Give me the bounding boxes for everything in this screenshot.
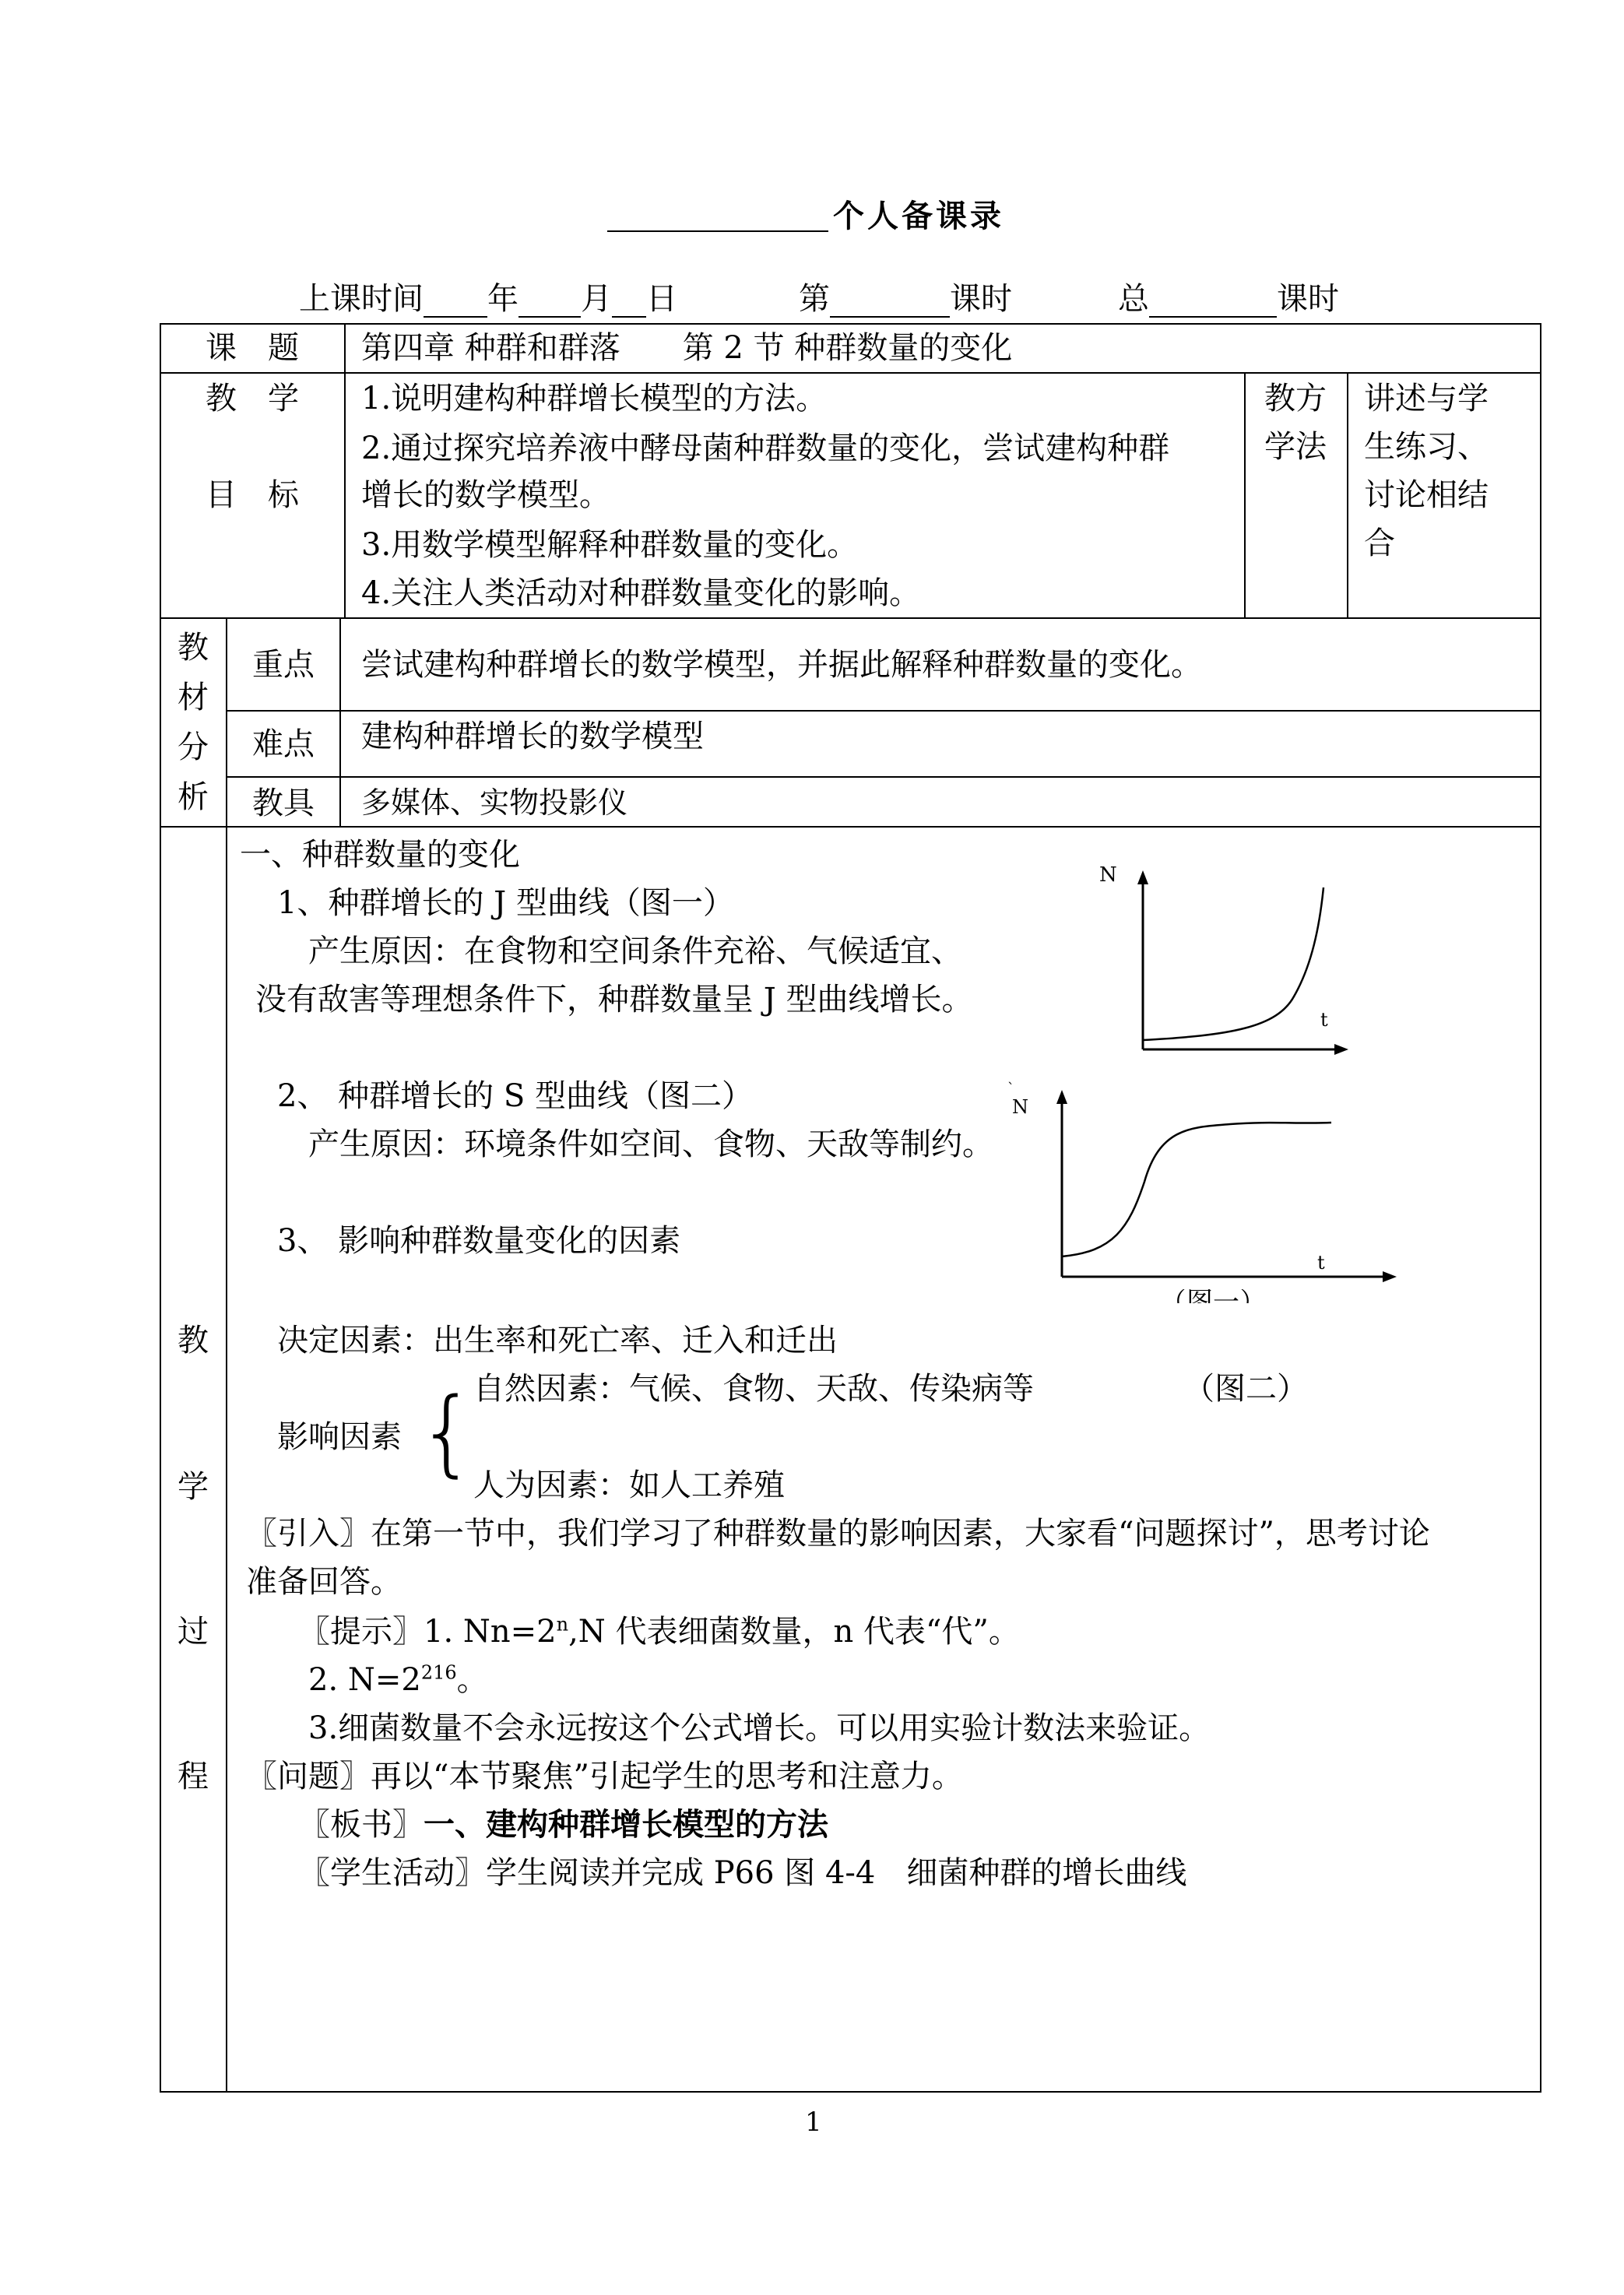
- tools-value: 多媒体、实物投影仪: [361, 786, 628, 820]
- board-text: 〖板书〗一、建构种群增长模型的方法: [299, 1806, 828, 1843]
- blank-year[interactable]: [424, 288, 487, 318]
- hint-2: 2. $N=2^{216}$。: [308, 1661, 488, 1698]
- figure-1-caption-partial: （图一）: [1160, 1287, 1266, 1314]
- label-period-total: 课时: [1277, 281, 1339, 317]
- objectives-label-1: 教 学: [206, 381, 299, 416]
- s-curve-title: 2、 种群增长的 S 型曲线（图二）: [277, 1078, 753, 1114]
- analysis-label-char: 分: [178, 729, 209, 765]
- label-day: 日: [646, 281, 677, 317]
- intro-text: 准备回答。: [246, 1564, 402, 1600]
- objective-item: 4.关注人类活动对种群数量变化的影响。: [361, 575, 921, 611]
- schedule-line: [299, 280, 1339, 318]
- method-value: 合: [1364, 525, 1395, 561]
- title-blank: [607, 230, 828, 232]
- objective-item: 3.用数学模型解释种群数量的变化。: [361, 527, 859, 563]
- label-class-time: 上课时间: [299, 281, 424, 317]
- topic-value: 第四章 种群和群落 第 2 节 种群数量的变化: [361, 330, 1013, 366]
- blank-month[interactable]: [518, 288, 581, 318]
- objectives-label-2: 目 标: [206, 477, 299, 513]
- objective-item: 增长的数学模型。: [361, 477, 610, 513]
- key-point-label: 重点: [252, 647, 315, 683]
- s-tick-mark: `: [1007, 1081, 1014, 1097]
- natural-factors: 自然因素：气候、食物、天敌、传染病等: [473, 1371, 1034, 1407]
- blank-day[interactable]: [612, 288, 646, 318]
- difficulty-value: 建构种群增长的数学模型: [361, 719, 704, 754]
- method-value: 生练习、: [1364, 429, 1489, 465]
- label-period: 课时: [950, 281, 1012, 317]
- label-di: 第: [799, 281, 830, 317]
- student-activity: 〖学生活动〗学生阅读并完成 P66 图 4-4 细菌种群的增长曲线: [299, 1855, 1187, 1891]
- label-zong: 总: [1118, 281, 1149, 317]
- intro-text: 〖引入〗在第一节中，我们学习了种群数量的影响因素，大家看“问题探讨”，思考讨论: [246, 1516, 1430, 1552]
- process-label-char: 教: [178, 1323, 209, 1358]
- topic-label: 课 题: [206, 330, 299, 366]
- blank-period[interactable]: [830, 288, 950, 318]
- method-label: 学法: [1264, 429, 1327, 465]
- hint-1: 〖提示〗1. $Nn=2^n,N$ 代表细菌数量，n 代表“代”。: [299, 1613, 1020, 1650]
- figure-2-caption: （图二）: [1183, 1371, 1308, 1407]
- key-point-value: 尝试建构种群增长的数学模型，并据此解释种群数量的变化。: [361, 647, 1202, 683]
- s-curve-reason: 产生原因：环境条件如空间、食物、天敌等制约。: [308, 1126, 993, 1162]
- objective-item: 2.通过探究培养液中酵母菌种群数量的变化，尝试建构种群: [361, 431, 1170, 466]
- method-label: 教方: [1264, 381, 1327, 416]
- method-value: 讲述与学: [1364, 381, 1489, 416]
- j-curve-figure: [1090, 864, 1355, 1067]
- blank-total[interactable]: [1149, 288, 1277, 318]
- objective-item: 1.说明建构种群增长模型的方法。: [361, 381, 828, 416]
- process-label-char: 学: [178, 1469, 209, 1505]
- process-label-char: 程: [178, 1759, 209, 1794]
- influence-label: 影响因素: [277, 1419, 402, 1455]
- s-axis-x-label: t: [1317, 1252, 1325, 1274]
- j-axis-y-label: N: [1099, 864, 1117, 887]
- question-text: 〖问题〗再以“本节聚焦”引起学生的思考和注意力。: [246, 1759, 963, 1794]
- label-month: 月: [581, 281, 612, 317]
- page-number: 1: [805, 2107, 822, 2138]
- j-axis-x-label: t: [1320, 1009, 1328, 1031]
- process-label-char: 过: [178, 1614, 209, 1650]
- brace-icon: {: [417, 1379, 477, 1487]
- method-value: 讨论相结: [1364, 477, 1489, 513]
- page-title: 个人备课录: [833, 198, 1004, 234]
- tools-label: 教具: [252, 786, 315, 821]
- analysis-label-char: 教: [178, 630, 209, 666]
- human-factors: 人为因素：如人工养殖: [473, 1467, 785, 1503]
- j-curve-title: 1、种群增长的 J 型曲线（图一）: [277, 885, 734, 921]
- label-year: 年: [487, 281, 518, 317]
- analysis-label-char: 材: [178, 680, 209, 715]
- s-axis-y-label: N: [1012, 1096, 1028, 1118]
- hint-3: 3.细菌数量不会永远按这个公式增长。可以用实验计数法来验证。: [308, 1710, 1211, 1746]
- j-curve-reason: 没有敌害等理想条件下，种群数量呈 J 型曲线增长。: [255, 982, 973, 1017]
- j-curve-reason: 产生原因：在食物和空间条件充裕、气候适宜、: [308, 933, 962, 969]
- s-curve-figure: [1004, 1081, 1409, 1314]
- section-heading: 一、种群数量的变化: [240, 837, 520, 873]
- difficulty-label: 难点: [252, 726, 315, 762]
- decisive-factors: 决定因素：出生率和死亡率、迁入和迁出: [277, 1323, 838, 1358]
- analysis-label-char: 析: [178, 779, 209, 815]
- factors-title: 3、 影响种群数量变化的因素: [277, 1223, 681, 1259]
